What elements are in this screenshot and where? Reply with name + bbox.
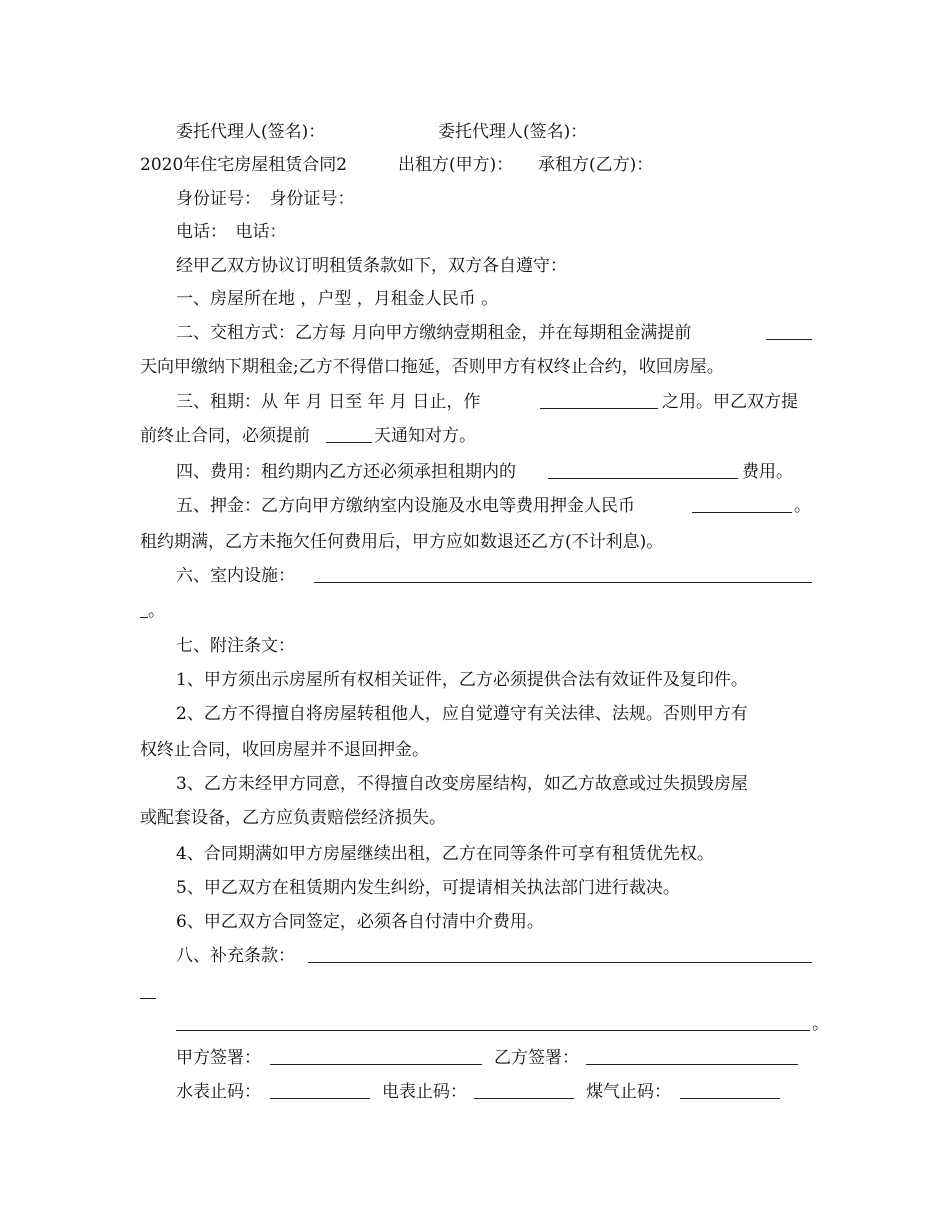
- party-b-signature-blank: [586, 1064, 798, 1065]
- note-2-line-1: 2、乙方不得擅自将房屋转租他人，应自觉遵守有关法律、法规。否则甲方有: [176, 704, 748, 724]
- water-meter-blank: [270, 1098, 370, 1099]
- clause-3-text-2-end: 天通知对方。: [374, 426, 476, 446]
- clause-4-text: 四、费用：租约期内乙方还必须承担租期内的: [176, 462, 516, 482]
- note-4: 4、合同期满如甲方房屋继续出租，乙方在同等条件可享有租赁优先权。: [176, 844, 714, 864]
- clause-5-line-2: 租约期满，乙方未拖欠任何费用后，甲方应如数退还乙方(不计利息)。: [140, 532, 664, 552]
- clause-2-text: 二、交租方式：乙方每 月向甲方缴纳壹期租金，并在每期租金满提前: [176, 323, 692, 343]
- clause-7-heading: 七、附注条文：: [176, 636, 295, 656]
- supplement-blank-1-continued: [140, 998, 156, 999]
- clause-3-text-2: 前终止合同，必须提前: [140, 426, 310, 446]
- clause-2-line-2: 天向甲缴纳下期租金;乙方不得借口拖延，否则甲方有权终止合约，收回房屋。: [140, 357, 724, 377]
- note-5: 5、甲乙双方在租赁期内发生纠纷，可提请相关执法部门进行裁决。: [176, 878, 680, 898]
- facilities-blank-continued: [140, 617, 148, 618]
- clause-5-line-1: [176, 496, 635, 516]
- lessor-label: 出租方(甲方)：: [398, 155, 514, 175]
- clause-3-line-1: [176, 392, 480, 412]
- note-3-line-1: 3、乙方未经甲方同意，不得擅自改变房屋结构，如乙方故意或过失损毁房屋: [176, 774, 748, 794]
- gas-meter-label: 煤气止码：: [586, 1082, 671, 1102]
- note-6: 6、甲乙双方合同签定，必须各自付清中介费用。: [176, 912, 544, 932]
- clause-6-line-1: 六、室内设施：: [176, 566, 295, 586]
- note-2-line-2: 权终止合同，收回房屋并不退回押金。: [140, 740, 429, 760]
- supplement-blank-2: [176, 1030, 810, 1031]
- clause-3-line-2: [140, 426, 310, 446]
- lessee-label: 承租方(乙方)：: [538, 155, 654, 175]
- clause-4-text-end: 费用。: [742, 462, 793, 482]
- id-number-line: 身份证号： 身份证号：: [176, 189, 355, 209]
- contract-title: 2020年住宅房屋租赁合同2: [140, 155, 348, 175]
- water-meter-label: 水表止码：: [176, 1082, 261, 1102]
- agent-signature-line: [176, 122, 588, 142]
- usage-blank: [540, 408, 658, 409]
- electric-meter-blank: [474, 1098, 574, 1099]
- agent-signature-left: 委托代理人(签名)：: [176, 122, 326, 142]
- note-3-line-2: 或配套设备，乙方应负责赔偿经济损失。: [140, 808, 446, 828]
- clause-6-end: 。: [148, 601, 165, 621]
- clause-2-line-1: [176, 323, 691, 343]
- party-a-signature-blank: [270, 1064, 482, 1065]
- fees-blank: [548, 478, 738, 479]
- advance-days-blank: [766, 339, 812, 340]
- phone-line: 电话： 电话：: [176, 222, 287, 242]
- intro-line: 经甲乙双方协议订明租赁条款如下，双方各自遵守：: [176, 256, 567, 276]
- title-line: [140, 155, 654, 175]
- note-1: 1、甲方须出示房屋所有权相关证件，乙方必须提供合法有效证件及复印件。: [176, 670, 748, 690]
- party-a-signature-label: 甲方签署：: [176, 1048, 261, 1068]
- clause-5-text-end: 。: [794, 496, 811, 516]
- clause-8-heading: 八、补充条款：: [176, 946, 295, 966]
- facilities-blank: [314, 582, 812, 583]
- party-b-signature-label: 乙方签署：: [494, 1048, 579, 1068]
- agent-signature-right: 委托代理人(签名)：: [438, 122, 588, 142]
- clause-5-text: 五、押金：乙方向甲方缴纳室内设施及水电等费用押金人民币: [176, 496, 635, 516]
- deposit-blank: [692, 512, 792, 513]
- notice-days-blank: [326, 442, 372, 443]
- clause-1: 一、房屋所在地 ，户型 ，月租金人民币 。: [176, 289, 499, 309]
- supplement-blank-1: [308, 962, 812, 963]
- clause-3-text: 三、租期：从 年 月 日至 年 月 日止，作: [176, 392, 481, 412]
- electric-meter-label: 电表止码：: [382, 1082, 467, 1102]
- clause-4: [176, 462, 516, 482]
- supplement-end: 。: [812, 1014, 829, 1034]
- clause-3-text-end: 之用。甲乙双方提: [662, 392, 798, 412]
- gas-meter-blank: [680, 1098, 780, 1099]
